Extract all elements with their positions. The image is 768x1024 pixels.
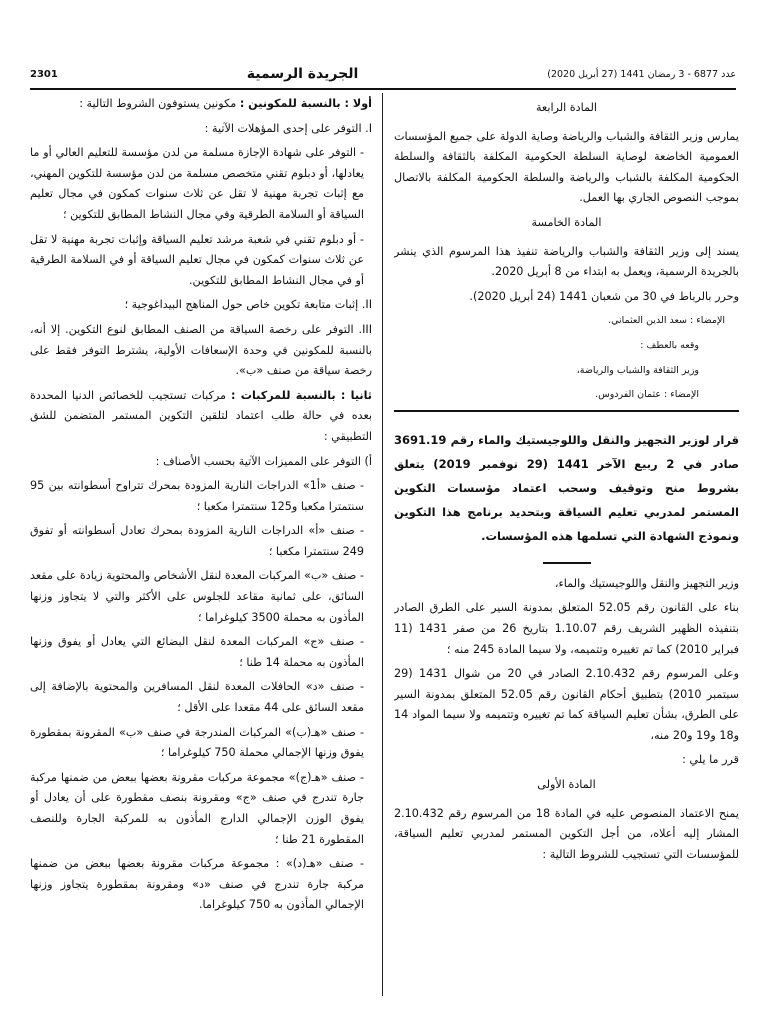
item-I-b: - أو دبلوم تقني في شعبة مرشد تعليم السياقة وإثبات تجربة مهنية لا تقل عن ثلاث سنوات كمكون في مجال تعليم السياقة أو في السلامة الطرقية أو في مجال النشاط المطابق للتكوين.: [30, 232, 364, 287]
category-b: - صنف «ب» المركبات المعدة لنقل الأشخاص والمحتوية زيادة على مقعد السائق، على ثمانية مقاعد للجلوس على الأكثر والتي لا يتجاوز وزنها المأذون به محملة 3500 كيلوغراما ؛: [30, 569, 364, 624]
right-column: [394, 94, 739, 869]
section-rule: [394, 410, 739, 412]
second-heading-text: مركبات تستجيب للخصائص الدنيا المحددة بعده في حالة طلب اعتماد لتلقين التكوين المستمر المتضمن للشق التطبيقي :: [30, 388, 372, 443]
category-a1: - صنف «أ1» الدراجات النارية المزودة بمحرك تتراوح أسطوانته بين 95 سنتمترا مكعبا و125 سنتمترا مكعبا ؛: [30, 479, 365, 513]
signature-1: الإمضاء : سعد الدين العثماني.: [608, 315, 725, 327]
article-4-title: المادة الرابعة: [535, 101, 598, 114]
item-II: II. إثبات متابعة تكوين خاص حول المناهج البيداغوجية ؛: [124, 298, 372, 312]
category-ec: - صنف «هـ(ج)» مجموعة مركبات مقرونة بعضها ببعض من ضمنها مركبة جارة تندرج في صنف «ج» ومقرونة بنصف مقطورة على أن يعادل أو يفوق الوزن الإجمالي الدارج المأذون به للمركبة الجارة وللنصف المقطورة 21 طنا ؛: [30, 770, 364, 846]
page-number: 2301: [30, 68, 58, 80]
done-at: وحرر بالرباط في 30 من شعبان 1441 (24 أبريل 2020).: [469, 289, 739, 303]
second-heading: [30, 386, 372, 448]
first-heading-text: مكونين يستوفون الشروط التالية :: [79, 97, 240, 110]
item-III: III. التوفر على رخصة السياقة من الصنف المطابق لنوع التكوين. إلا أنه، بالنسبة للمكونين في وحدة الإسعافات الأولية، يشترط التوفر فقط على رخصة سياقة من صنف «ب».: [30, 322, 372, 378]
decree-title: قرار لوزير التجهيز والنقل واللوجيستيك والماء رقم 3691.19 صادر في 2 ربيع الآخر 1441 (29 نوفمبر 2019) يتعلق بشروط منح وتوقيف وسحب اعتماد مؤسسات التكوين المستمر لمدربي تعليم السياقة وبتحديد برنامج هذا التكوين ونموذج الشهادة التي تسلمها هذه المؤسسات.: [394, 432, 739, 543]
article-5-title: المادة الخامسة: [531, 215, 602, 229]
second-heading-label: ثانيا : بالنسبة للمركبات :: [230, 388, 372, 402]
short-rule: [543, 562, 591, 564]
first-heading: [30, 94, 372, 115]
category-d: - صنف «د» الحافلات المعدة لنقل المسافرين والمحتوية بالإضافة إلى مقعد السائق على 44 مقعدا على الأقل ؛: [30, 680, 364, 715]
minister-line: وزير التجهيز والنقل واللوجيستيك والماء،: [554, 576, 739, 590]
signature-2: الإمضاء : عثمان الفردوس.: [595, 389, 699, 401]
header-rule: [30, 88, 736, 90]
sub-a: أ) التوفر على المميزات الآتية بحسب الأصناف :: [155, 454, 372, 468]
issue-info: عدد 6877 - 3 رمضان 1441 (27 أبريل 2020): [547, 68, 736, 80]
category-ed: - صنف «هـ(د)» : مجموعة مركبات مقرونة بعضها ببعض من ضمنها مركبة جارة تندرج في صنف «د» ومقرونة بمقطورة يتجاوز وزنها الإجمالي المأذون به 750 كيلوغراما.: [30, 857, 364, 912]
column-divider: [382, 93, 383, 996]
category-c: - صنف «ج» المركبات المعدة لنقل البضائع التي يعادل أو يفوق وزنها المأذون به محملة 14 طنا ؛: [30, 635, 364, 669]
decided: قرر ما يلي :: [682, 753, 739, 767]
minister-title: وزير الثقافة والشباب والرياضة،: [576, 364, 699, 376]
first-heading-label: أولا : بالنسبة للمكونين :: [239, 97, 372, 110]
countersign-label: وقعه بالعطف :: [640, 339, 699, 351]
page-header: [30, 62, 736, 86]
category-eb: - صنف «هـ(ب)» المركبات المندرجة في صنف «ب» المقرونة بمقطورة يفوق وزنها الإجمالي محملة 750 كيلوغراما ؛: [30, 725, 364, 760]
para-law: بناء على القانون رقم 52.05 المتعلق بمدونة السير على الطرق الصادر بتنفيذه الظهير الشريف رقم 1.10.07 بتاريخ 26 من صفر 1431 (11 فبراير 2010) كما تم تغييره وتتميمه، ولا سيما المادة 245 منه ؛: [394, 601, 739, 656]
gazette-title: الجريدة الرسمية: [246, 66, 359, 82]
article-1-title: المادة الأولى: [537, 778, 596, 792]
item-I-a: - التوفر على شهادة الإجازة مسلمة من لدن مؤسسة للتعليم العالي أو ما يعادلها، أو دبلوم تقني متخصص مسلمة من لدن مؤسسة للتكوين المهني، مع إثبات تجربة مهنية لا تقل عن ثلاث سنوات كمكون في مجال تعليم السياقة أو السلامة الطرقية وفي مجال النشاط المطابق للتكوين ؛: [30, 146, 364, 221]
article-5-text: يسند إلى وزير الثقافة والشباب والرياضة تنفيذ هذا المرسوم الذي ينشر بالجريدة الرسمية، ويعمل به ابتداء من 8 أبريل 2020.: [394, 244, 739, 279]
left-column: [30, 94, 372, 920]
article-4-text: يمارس وزير الثقافة والشباب والرياضة وصاية الدولة على جميع المؤسسات العمومية الخاضعة لوصاية السلطة الحكومية المكلفة بالثقافة والسلطة الحكومية المكلفة بالشباب والرياضة والسلطة الحكومية المكلفة بالاتصال بموجب النصوص الجاري بها العمل.: [394, 129, 739, 205]
item-I: I. التوفر على إحدى المؤهلات الآتية :: [204, 121, 372, 135]
para-decree: وعلى المرسوم رقم 2.10.432 الصادر في 20 من شوال 1431 (29 سبتمبر 2010) بتطبيق أحكام القانون رقم 52.05 المتعلق بمدونة السير على الطرق، بشأن تعليم السياقة كما تم تغييره وتتميمه ولا سيما المواد 14 و18 و19 و20 منه،: [394, 667, 739, 742]
category-a: - صنف «أ» الدراجات النارية المزودة بمحرك تعادل أسطوانته أو تفوق 249 سنتمترا مكعبا ؛: [30, 524, 364, 558]
article-1-text: يمنح الاعتماد المنصوص عليه في المادة 18 من المرسوم رقم 2.10.432 المشار إليه أعلاه، من أجل التكوين المستمر لمدربي تعليم السياقة، للمؤسسات التي تستجيب للشروط التالية :: [394, 806, 739, 861]
